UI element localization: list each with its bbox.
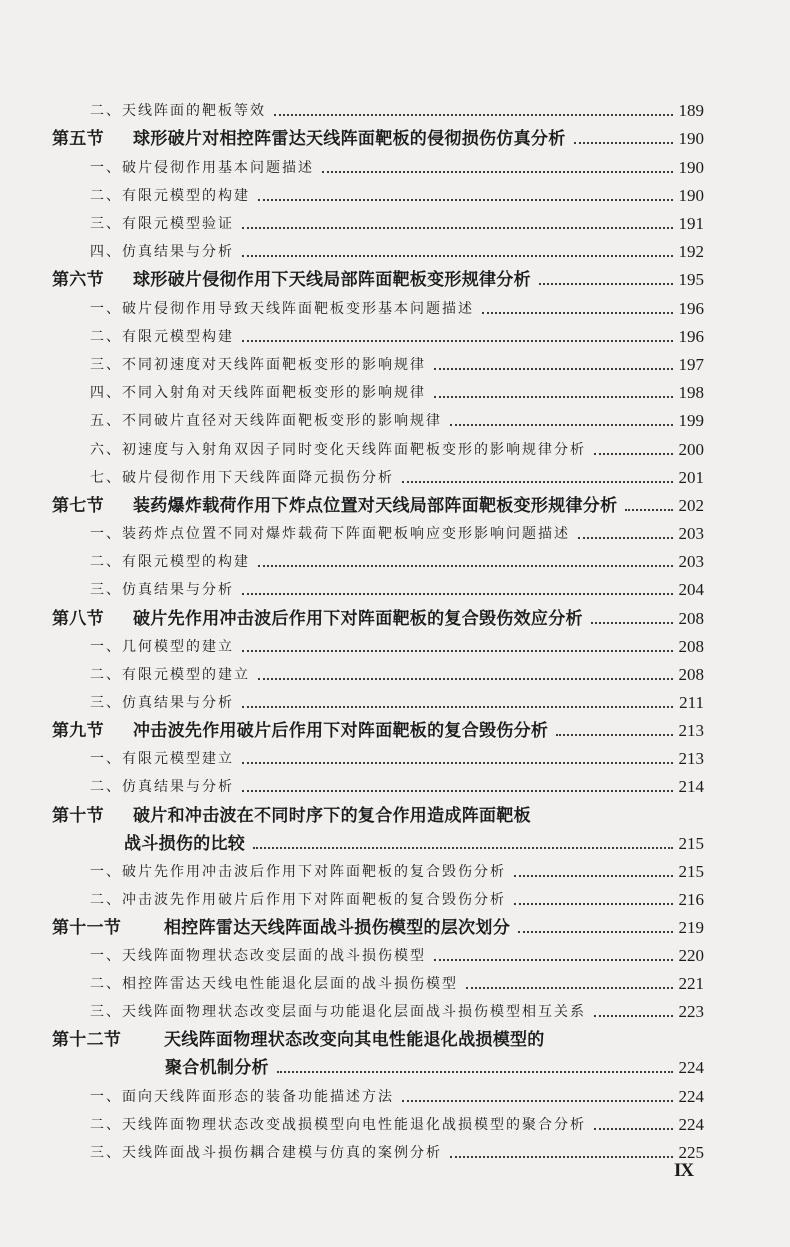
toc-entry-label <box>52 267 533 293</box>
toc-page-number: 196 <box>678 327 704 346</box>
toc-page-number: 203 <box>678 524 704 543</box>
toc-entry-title: 二、有限元模型的构建 <box>90 554 250 570</box>
toc-subsection-line <box>0 662 790 688</box>
toc-dot-leader <box>242 340 673 342</box>
toc-page-number: 216 <box>678 890 704 909</box>
toc-entry-title: 一、面向天线阵面形态的装备功能描述方法 <box>90 1089 394 1105</box>
toc-dot-leader <box>450 424 673 426</box>
toc-page-number: 213 <box>678 749 704 768</box>
toc-dot-leader <box>277 1071 673 1073</box>
toc-entry-title: 三、仿真结果与分析 <box>90 695 234 711</box>
toc-entry-title: 一、破片先作用冲击波后作用下对阵面靶板的复合毁伤分析 <box>90 864 506 880</box>
toc-dot-leader <box>574 142 673 144</box>
toc-dot-leader <box>242 255 673 257</box>
toc-entry-label <box>90 155 316 181</box>
toc-subsection-line <box>0 183 790 209</box>
toc-section-line <box>0 1055 790 1081</box>
toc-entry-label <box>90 98 268 124</box>
toc-entry-label <box>90 662 252 688</box>
toc-section-number: 第五节 <box>52 129 104 149</box>
toc-dot-leader <box>514 875 673 877</box>
toc-dot-leader <box>518 931 673 933</box>
toc-entry-title: 冲击波先作用破片后作用下对阵面靶板的复合毁伤分析 <box>133 721 549 741</box>
toc-page-number: 214 <box>678 777 704 796</box>
toc-entry-label <box>165 1055 271 1081</box>
toc-subsection-line <box>0 774 790 800</box>
toc-page-number: 201 <box>678 468 704 487</box>
toc-dot-leader <box>253 847 673 849</box>
toc-entry-title: 一、破片侵彻作用基本问题描述 <box>90 160 314 176</box>
toc-entry-title: 二、天线阵面物理状态改变战损模型向电性能退化战损模型的聚合分析 <box>90 1117 586 1133</box>
toc-subsection-line <box>0 239 790 265</box>
toc-entry-label <box>90 1084 396 1110</box>
toc-dot-leader <box>242 227 673 229</box>
toc-entry-label <box>52 493 619 519</box>
toc-entry-label <box>52 126 568 152</box>
toc-dot-leader <box>274 114 673 116</box>
toc-dot-leader <box>434 368 673 370</box>
page-folio: IX <box>674 1160 694 1181</box>
toc-entry-title: 三、有限元模型验证 <box>90 216 234 232</box>
toc-page-number: 211 <box>679 693 704 712</box>
toc-entry-label <box>90 549 252 575</box>
toc-entry-label <box>90 1140 444 1166</box>
toc-dot-leader <box>242 706 673 708</box>
toc-page-number: 189 <box>678 101 704 120</box>
toc-entry-title: 三、天线阵面战斗损伤耦合建模与仿真的案例分析 <box>90 1145 442 1161</box>
toc-subsection-line <box>0 943 790 969</box>
toc-entry-title: 聚合机制分析 <box>165 1058 269 1078</box>
toc-subsection-line <box>0 352 790 378</box>
toc-dot-leader <box>258 565 673 567</box>
toc-entry-title: 二、有限元模型的构建 <box>90 188 250 204</box>
toc-entry-label <box>90 971 460 997</box>
toc-dot-leader <box>322 171 673 173</box>
toc-dot-leader <box>594 1128 673 1130</box>
toc-entry-title: 装药爆炸载荷作用下炸点位置对天线局部阵面靶板变形规律分析 <box>133 496 618 516</box>
toc-subsection-line <box>0 690 790 716</box>
toc-subsection-line <box>0 859 790 885</box>
toc-section-number: 第九节 <box>52 721 104 741</box>
toc-entry-label <box>90 746 236 772</box>
toc-section-line <box>0 718 790 744</box>
toc-entry-label <box>90 859 508 885</box>
toc-entry-label <box>90 183 252 209</box>
toc-entry-label <box>90 1112 588 1138</box>
toc-subsection-line <box>0 98 790 124</box>
toc-page-number: 190 <box>678 129 704 148</box>
toc-entry-label <box>90 887 508 913</box>
toc-entry-label <box>52 803 533 829</box>
toc-dot-leader <box>556 734 673 736</box>
toc-entry-title: 天线阵面物理状态改变向其电性能退化战损模型的 <box>164 1030 545 1050</box>
toc-entry-title: 二、有限元模型构建 <box>90 329 234 345</box>
toc-section-line <box>0 803 790 829</box>
toc-entry-label <box>90 296 476 322</box>
toc-entry-label <box>90 239 236 265</box>
toc-entry-label <box>90 324 236 350</box>
toc-section-line <box>0 606 790 632</box>
toc-section-line <box>0 493 790 519</box>
toc-dot-leader <box>514 903 673 905</box>
toc-subsection-line <box>0 521 790 547</box>
toc-subsection-line <box>0 296 790 322</box>
toc-dot-leader <box>258 678 673 680</box>
toc-subsection-line <box>0 887 790 913</box>
toc-entry-title: 二、冲击波先作用破片后作用下对阵面靶板的复合毁伤分析 <box>90 892 506 908</box>
toc-entry-title: 战斗损伤的比较 <box>124 834 246 854</box>
toc-dot-leader <box>242 762 673 764</box>
toc-page-number: 208 <box>678 609 704 628</box>
toc-entry-title: 破片先作用冲击波后作用下对阵面靶板的复合毁伤效应分析 <box>133 609 583 629</box>
toc-dot-leader <box>591 622 673 624</box>
toc-page-number: 198 <box>678 383 704 402</box>
toc-entry-label <box>52 606 585 632</box>
toc-page-number: 223 <box>678 1002 704 1021</box>
toc-entry-title: 一、天线阵面物理状态改变层面的战斗损伤模型 <box>90 948 426 964</box>
toc-entry-title: 破片和冲击波在不同时序下的复合作用造成阵面靶板 <box>133 806 531 826</box>
toc-subsection-line <box>0 465 790 491</box>
toc-dot-leader <box>466 987 673 989</box>
toc-page-number: 196 <box>678 299 704 318</box>
toc-subsection-line <box>0 634 790 660</box>
toc-dot-leader <box>539 283 673 285</box>
toc-dot-leader <box>434 396 673 398</box>
toc-page-number: 213 <box>678 721 704 740</box>
toc-dot-leader <box>242 593 673 595</box>
toc-entry-label <box>90 690 236 716</box>
toc-subsection-line <box>0 211 790 237</box>
toc-subsection-line <box>0 1084 790 1110</box>
toc-section-number: 第十节 <box>52 806 104 826</box>
toc-entry-title: 一、装药炸点位置不同对爆炸载荷下阵面靶板响应变形影响问题描述 <box>90 526 570 542</box>
toc-section-line <box>0 126 790 152</box>
toc-entry-label <box>90 521 572 547</box>
toc-entry-label <box>90 577 236 603</box>
toc-section-number: 第八节 <box>52 609 104 629</box>
toc-subsection-line <box>0 408 790 434</box>
toc-page-number: 200 <box>678 440 704 459</box>
toc-entry-title: 一、破片侵彻作用导致天线阵面靶板变形基本问题描述 <box>90 301 474 317</box>
toc-entry-title: 一、几何模型的建立 <box>90 639 234 655</box>
toc-entry-title: 一、有限元模型建立 <box>90 751 234 767</box>
toc-page-number: 197 <box>678 355 704 374</box>
toc-dot-leader <box>625 509 673 511</box>
toc-dot-leader <box>450 1156 673 1158</box>
toc-dot-leader <box>242 790 673 792</box>
toc-entry-title: 球形破片对相控阵雷达天线阵面靶板的侵彻损伤仿真分析 <box>133 129 566 149</box>
toc-subsection-line <box>0 999 790 1025</box>
toc-entry-title: 七、破片侵彻作用下天线阵面降元损伤分析 <box>90 470 394 486</box>
toc-entry-label <box>90 380 428 406</box>
toc-entry-title: 三、仿真结果与分析 <box>90 582 234 598</box>
toc-section-number: 第十一节 <box>52 918 122 938</box>
toc-section-line <box>0 915 790 941</box>
toc-entry-title: 二、天线阵面的靶板等效 <box>90 103 266 119</box>
toc-entry-title: 球形破片侵彻作用下天线局部阵面靶板变形规律分析 <box>133 270 531 290</box>
toc-subsection-line <box>0 549 790 575</box>
toc-page-number: 204 <box>678 580 704 599</box>
toc-section-number: 第六节 <box>52 270 104 290</box>
toc-entry-label <box>90 465 396 491</box>
toc-entry-title: 二、有限元模型的建立 <box>90 667 250 683</box>
toc-page-number: 219 <box>678 918 704 937</box>
toc-entry-label <box>90 943 428 969</box>
toc-dot-leader <box>434 959 673 961</box>
toc-page-number: 208 <box>678 637 704 656</box>
toc-entry-title: 五、不同破片直径对天线阵面靶板变形的影响规律 <box>90 413 442 429</box>
toc-page-number: 192 <box>678 242 704 261</box>
toc-section-number: 第十二节 <box>52 1030 122 1050</box>
toc-dot-leader <box>402 1100 673 1102</box>
toc-subsection-line <box>0 380 790 406</box>
toc-entry-label <box>52 915 512 941</box>
toc-entry-title: 二、仿真结果与分析 <box>90 779 234 795</box>
toc-subsection-line <box>0 155 790 181</box>
toc-subsection-line <box>0 746 790 772</box>
toc-dot-leader <box>578 537 673 539</box>
toc-entry-title: 二、相控阵雷达天线电性能退化层面的战斗损伤模型 <box>90 976 458 992</box>
toc-page-number: 215 <box>678 834 704 853</box>
toc-entry-label <box>90 352 428 378</box>
toc-dot-leader <box>402 481 673 483</box>
toc-page-number: 215 <box>678 862 704 881</box>
toc-dot-leader <box>242 650 673 652</box>
toc-dot-leader <box>482 312 673 314</box>
toc-entry-label <box>124 831 247 857</box>
toc-entry-label <box>90 774 236 800</box>
toc-subsection-line <box>0 1112 790 1138</box>
toc-subsection-line <box>0 577 790 603</box>
toc-section-line <box>0 831 790 857</box>
toc-page-number: 199 <box>678 411 704 430</box>
toc-entry-label <box>90 634 236 660</box>
toc-page-number: 221 <box>678 974 704 993</box>
toc-page-number: 224 <box>678 1087 704 1106</box>
toc-page-number: 191 <box>678 214 704 233</box>
toc-entry-title: 相控阵雷达天线阵面战斗损伤模型的层次划分 <box>164 918 510 938</box>
toc-page-number: 203 <box>678 552 704 571</box>
toc-subsection-line <box>0 971 790 997</box>
toc-page-number: 190 <box>678 186 704 205</box>
toc-subsection-line <box>0 437 790 463</box>
toc-section-number: 第七节 <box>52 496 104 516</box>
toc-entry-title: 三、不同初速度对天线阵面靶板变形的影响规律 <box>90 357 426 373</box>
toc-entry-label <box>52 718 550 744</box>
toc-entry-label <box>90 999 588 1025</box>
toc-section-line <box>0 1027 790 1053</box>
toc-dot-leader <box>594 1015 673 1017</box>
toc-dot-leader <box>594 453 673 455</box>
toc-page-number: 202 <box>678 496 704 515</box>
toc-subsection-line <box>0 1140 790 1166</box>
toc-entry-label <box>90 437 588 463</box>
toc-entry-title: 六、初速度与入射角双因子同时变化天线阵面靶板变形的影响规律分析 <box>90 442 586 458</box>
toc-page-number: 224 <box>678 1058 704 1077</box>
toc-page-number: 225 <box>678 1143 704 1162</box>
toc-entry-label <box>90 211 236 237</box>
toc-entry-label <box>90 408 444 434</box>
toc-page-number: 208 <box>678 665 704 684</box>
toc-dot-leader <box>258 199 673 201</box>
toc-section-line <box>0 267 790 293</box>
toc-page-number: 224 <box>678 1115 704 1134</box>
toc-entry-title: 四、不同入射角对天线阵面靶板变形的影响规律 <box>90 385 426 401</box>
toc-entry-title: 三、天线阵面物理状态改变层面与功能退化层面战斗损伤模型相互关系 <box>90 1004 586 1020</box>
toc-entry-label <box>52 1027 547 1053</box>
toc-entry-title: 四、仿真结果与分析 <box>90 244 234 260</box>
toc-page-number: 190 <box>678 158 704 177</box>
toc-page-number: 220 <box>678 946 704 965</box>
toc-page-number: 195 <box>678 270 704 289</box>
toc-subsection-line <box>0 324 790 350</box>
